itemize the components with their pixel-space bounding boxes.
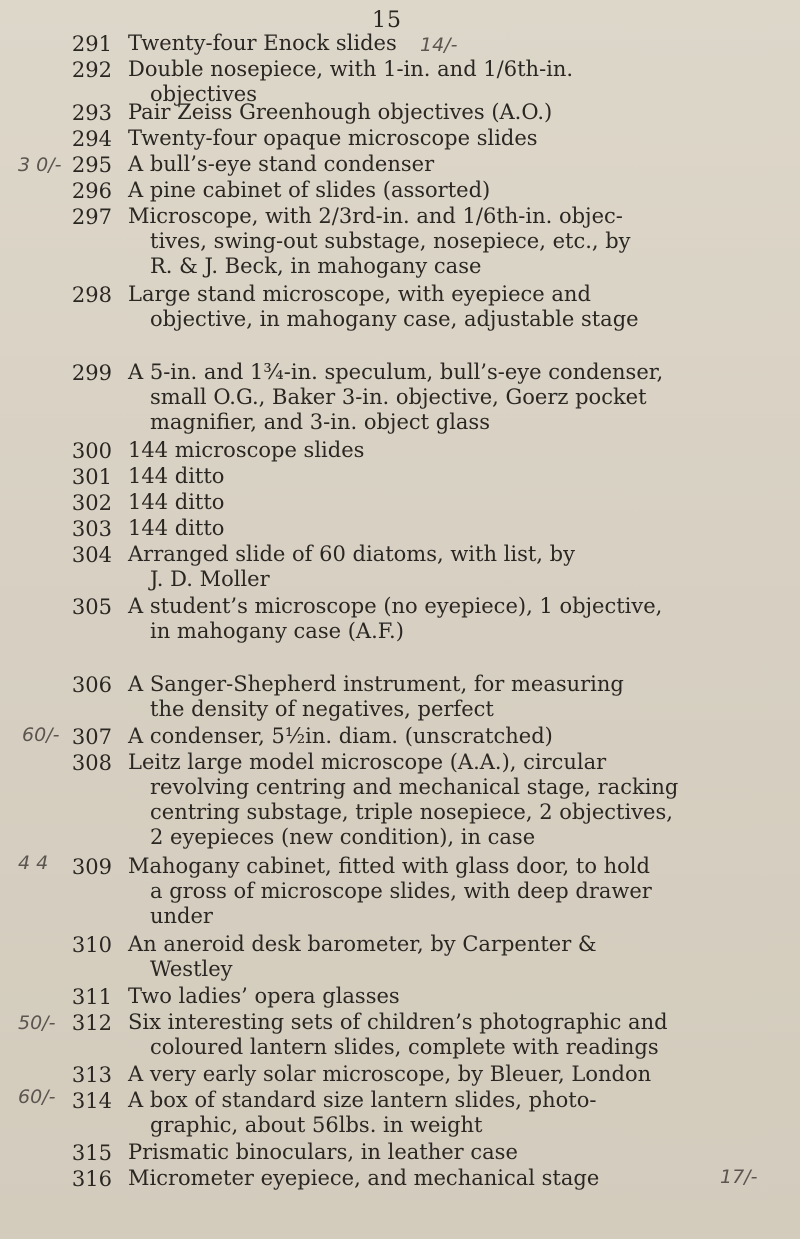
pencil-annotation: 3 0/- — [18, 154, 62, 176]
lot-number: 294 — [71, 127, 112, 151]
lot-description-line: A box of standard size lantern slides, photo- — [128, 1088, 597, 1112]
lot-number: 311 — [71, 985, 112, 1009]
lot-description-line: J. D. Moller — [150, 567, 270, 591]
lot-description — [128, 1088, 778, 1138]
pencil-annotation: 14/- — [420, 34, 458, 56]
lot-number: 299 — [71, 361, 112, 385]
lot-number: 292 — [71, 58, 112, 82]
lot-description-line: revolving centring and mechanical stage, racking — [150, 775, 679, 799]
lot-description-line: objective, in mahogany case, adjustable stage — [150, 307, 639, 331]
lot-description-line: A condenser, 5½in. diam. (unscratched) — [128, 724, 553, 748]
lot-description — [128, 282, 778, 332]
lot-description — [128, 594, 778, 644]
lot-description — [128, 490, 778, 515]
lot-number: 315 — [71, 1141, 112, 1165]
lot-description-line: R. & J. Beck, in mahogany case — [150, 254, 482, 278]
lot-number: 305 — [71, 595, 112, 619]
lot-description — [128, 360, 778, 435]
lot-description-line: under — [150, 904, 213, 928]
lot-description-line: Leitz large model microscope (A.A.), circular — [128, 750, 607, 774]
lot-description-line: A very early solar microscope, by Bleuer, London — [128, 1062, 652, 1086]
lot-description — [128, 100, 778, 125]
lot-description-line: small O.G., Baker 3-in. objective, Goerz pocket — [150, 385, 647, 409]
lot-description-line: A pine cabinet of slides (assorted) — [128, 178, 491, 202]
lot-description — [128, 204, 778, 279]
lot-description — [128, 1166, 778, 1191]
lot-description — [128, 1140, 778, 1165]
lot-number: 293 — [71, 101, 112, 125]
lot-description-line: Prismatic binoculars, in leather case — [128, 1140, 518, 1164]
lot-number: 307 — [71, 725, 112, 749]
lot-description — [128, 542, 778, 592]
lot-number: 304 — [71, 543, 112, 567]
lot-description-line: A student’s microscope (no eyepiece), 1 objective, — [128, 594, 663, 618]
lot-number: 303 — [71, 517, 112, 541]
pencil-annotation: 50/- — [18, 1012, 56, 1034]
lot-description-line: graphic, about 56lbs. in weight — [150, 1113, 483, 1137]
lot-description — [128, 438, 778, 463]
lot-description — [128, 984, 778, 1009]
lot-description — [128, 178, 778, 203]
lot-description — [128, 1062, 778, 1087]
lot-description — [128, 750, 778, 850]
lot-description-line: the density of negatives, perfect — [150, 697, 494, 721]
lot-number: 291 — [71, 32, 112, 56]
lot-description — [128, 854, 778, 929]
lot-number: 302 — [71, 491, 112, 515]
lot-description-line: 144 ditto — [128, 464, 225, 488]
pencil-annotation: 60/- — [22, 724, 60, 746]
page-number: 15 — [372, 8, 402, 33]
lot-number: 301 — [71, 465, 112, 489]
lot-number: 297 — [71, 205, 112, 229]
lot-description-line: 144 ditto — [128, 490, 225, 514]
pencil-annotation: 17/- — [720, 1166, 758, 1188]
lot-number: 296 — [71, 179, 112, 203]
lot-description-line: Twenty-four Enock slides — [128, 31, 397, 55]
lot-description-line: Two ladies’ opera glasses — [128, 984, 400, 1008]
lot-number: 295 — [71, 153, 112, 177]
lot-number: 316 — [71, 1167, 112, 1191]
lot-description — [128, 152, 778, 177]
lot-description-line: in mahogany case (A.F.) — [150, 619, 404, 643]
lot-description-line: coloured lantern slides, complete with readings — [150, 1035, 659, 1059]
lot-number: 312 — [71, 1011, 112, 1035]
lot-description-line: A Sanger-Shepherd instrument, for measuring — [128, 672, 624, 696]
lot-number: 314 — [71, 1089, 112, 1113]
lot-description-line: Twenty-four opaque microscope slides — [128, 126, 538, 150]
lot-description — [128, 126, 778, 151]
lot-description-line: centring substage, triple nosepiece, 2 objectives, — [150, 800, 673, 824]
lot-number: 306 — [71, 673, 112, 697]
lot-description-line: A bull’s-eye stand condenser — [128, 152, 435, 176]
lot-description-line: Westley — [150, 957, 233, 981]
lot-description-line: 144 microscope slides — [128, 438, 365, 462]
lot-description-line: Pair Zeiss Greenhough objectives (A.O.) — [128, 100, 553, 124]
lot-description — [128, 1010, 778, 1060]
lot-description-line: 144 ditto — [128, 516, 225, 540]
lot-number: 313 — [71, 1063, 112, 1087]
lot-number: 308 — [71, 751, 112, 775]
lot-description-line: magnifier, and 3-in. object glass — [150, 410, 490, 434]
lot-number: 309 — [71, 855, 112, 879]
lot-description-line: Micrometer eyepiece, and mechanical stage — [128, 1166, 600, 1190]
pencil-annotation: 4 4 — [18, 852, 49, 874]
pencil-annotation: 60/- — [18, 1086, 56, 1108]
lot-description-line: An aneroid desk barometer, by Carpenter & — [128, 932, 597, 956]
lot-number: 300 — [71, 439, 112, 463]
lot-description-line: Microscope, with 2/3rd-in. and 1/6th-in. objec- — [128, 204, 623, 228]
lot-description-line: tives, swing-out substage, nosepiece, etc., by — [150, 229, 631, 253]
lot-description-line: A 5-in. and 1¾-in. speculum, bull’s-eye condenser, — [128, 360, 664, 384]
lot-description — [128, 464, 778, 489]
lot-description-line: Six interesting sets of children’s photographic and — [128, 1010, 668, 1034]
lot-description — [128, 672, 778, 722]
lot-description — [128, 932, 778, 982]
lot-description-line: Mahogany cabinet, fitted with glass door, to hold — [128, 854, 650, 878]
lot-description — [128, 724, 778, 749]
lot-description — [128, 516, 778, 541]
lot-description-line: Large stand microscope, with eyepiece and — [128, 282, 591, 306]
lot-description-line: Double nosepiece, with 1-in. and 1/6th-in. — [128, 57, 574, 81]
lot-number: 298 — [71, 283, 112, 307]
lot-description-line: a gross of microscope slides, with deep drawer — [150, 879, 652, 903]
lot-description-line: Arranged slide of 60 diatoms, with list, by — [128, 542, 575, 566]
lot-description-line: 2 eyepieces (new condition), in case — [150, 825, 536, 849]
lot-description-line: objectives — [150, 82, 258, 106]
lot-number: 310 — [71, 933, 112, 957]
